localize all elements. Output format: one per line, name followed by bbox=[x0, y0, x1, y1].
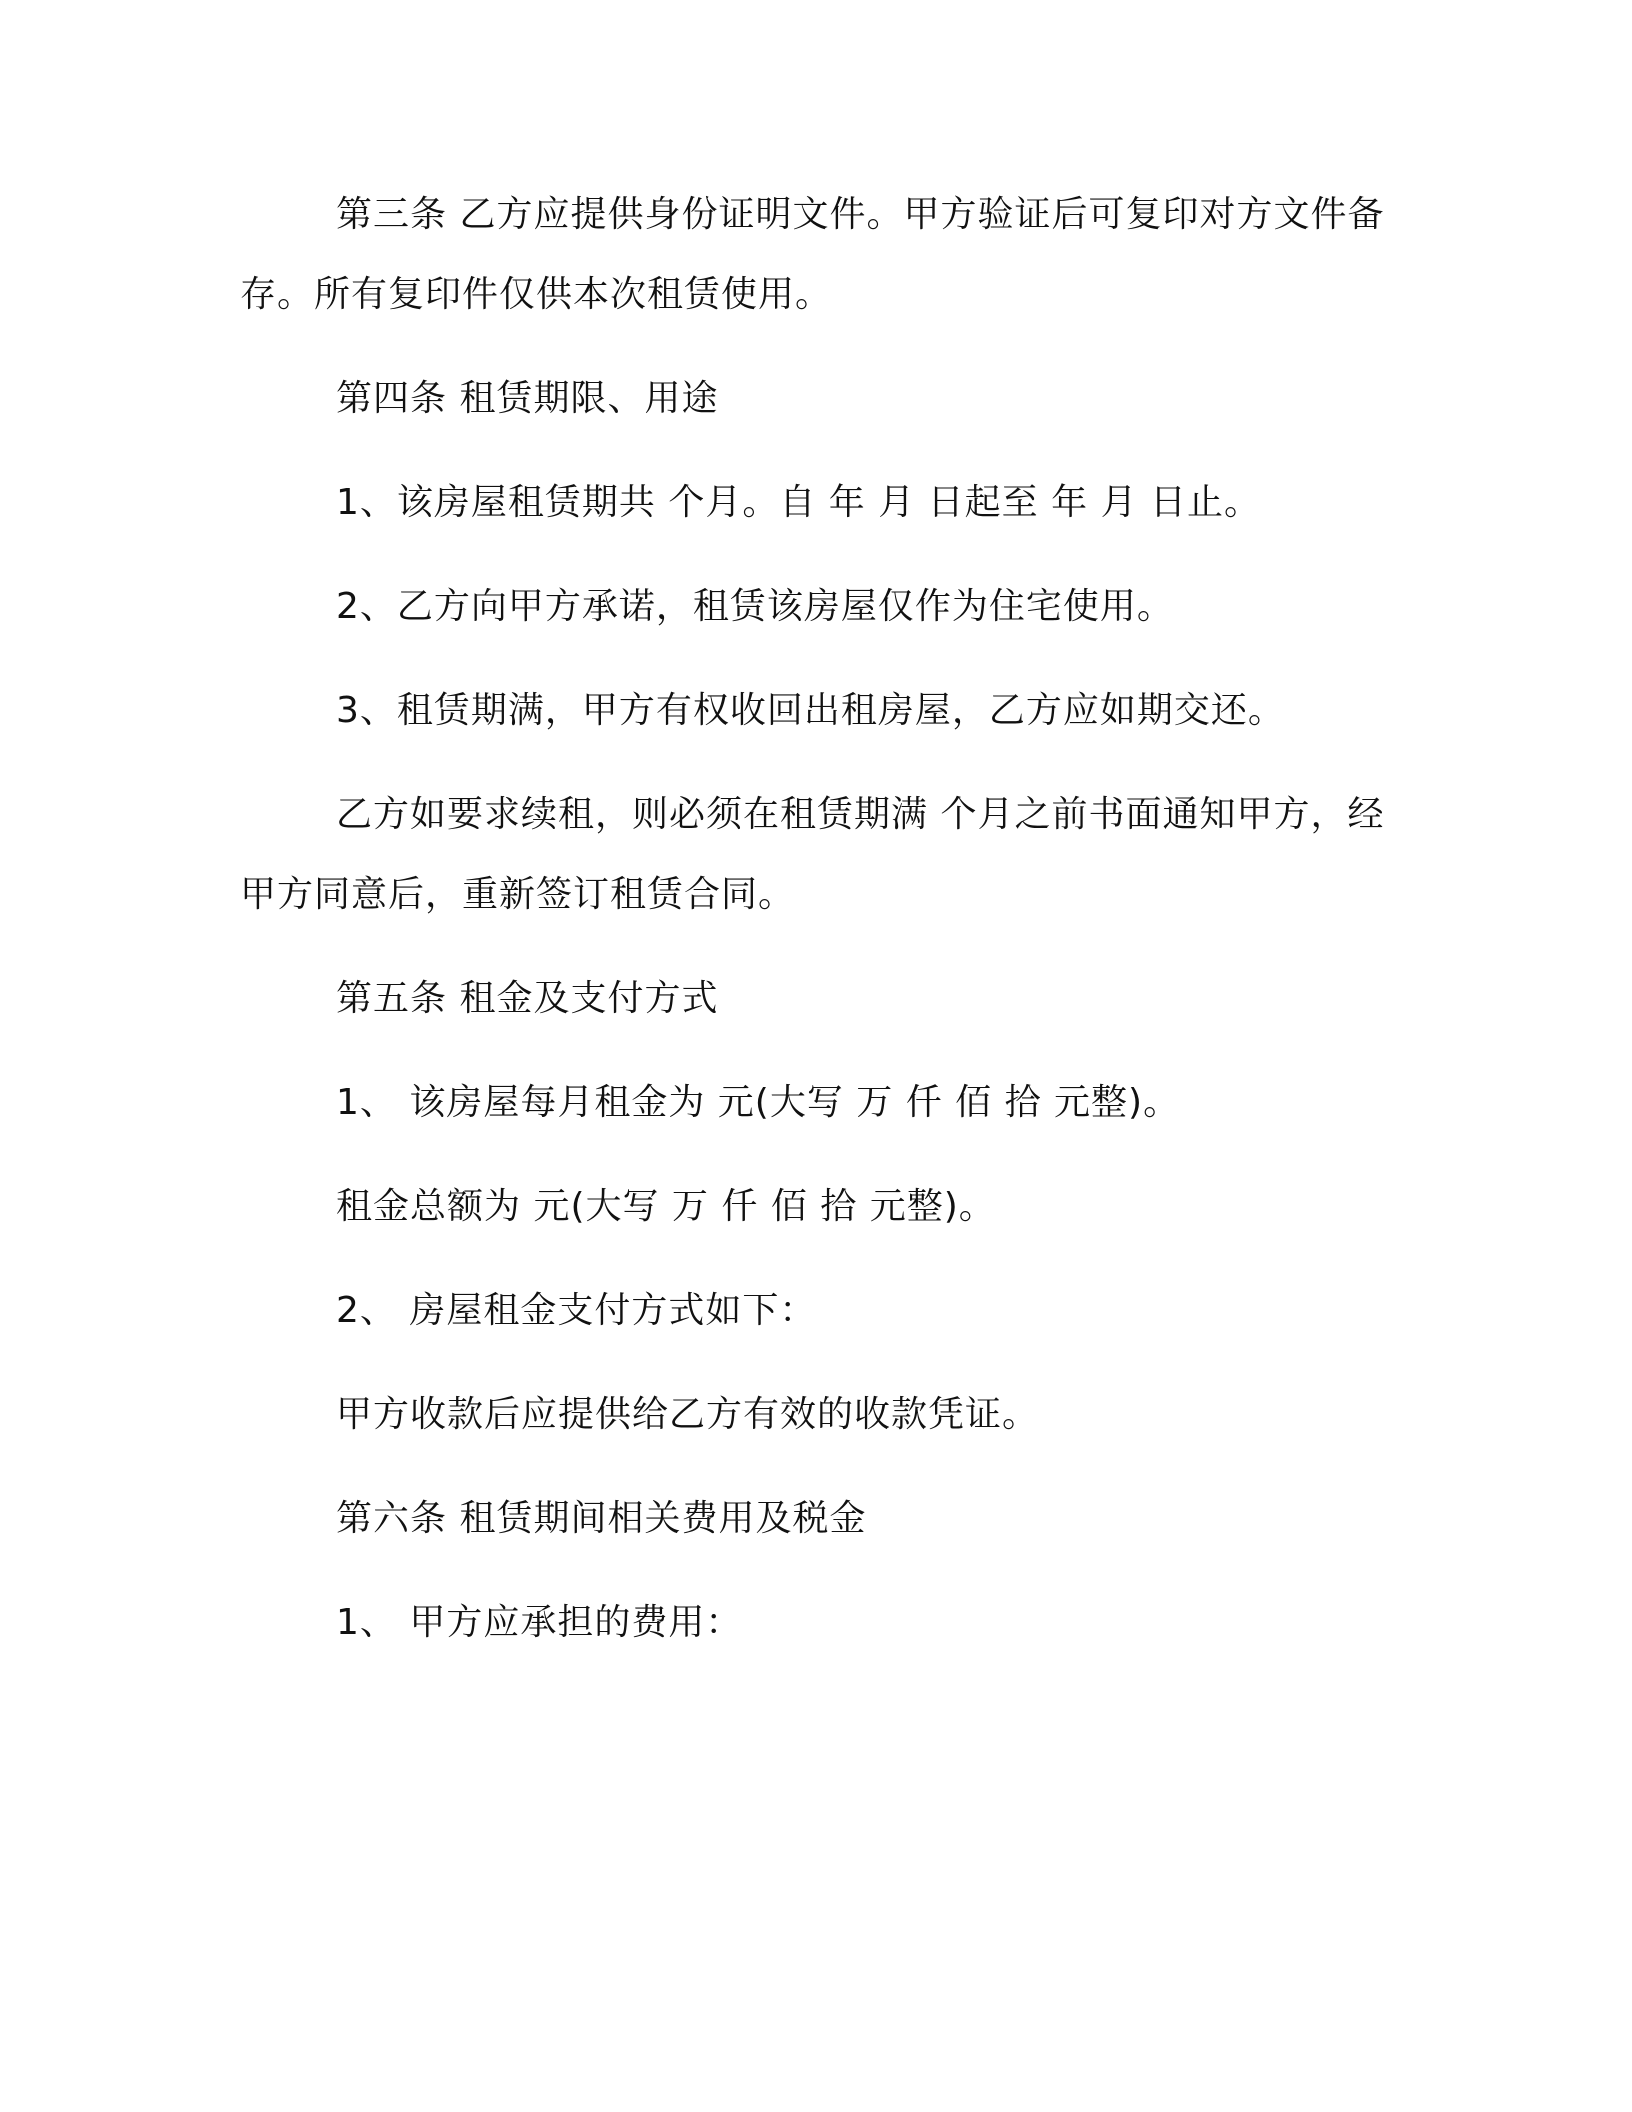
clause-5-heading: 第五条 租金及支付方式 bbox=[336, 978, 719, 1019]
clause-3-paragraph: 第三条 乙方应提供身份证明文件。甲方验证后可复印对方文件备存。所有复印件仅供本次租赁使用。 bbox=[240, 194, 1385, 315]
clause-6-item-1: 1、 甲方应承担的费用： bbox=[336, 1602, 743, 1643]
clause-4-heading: 第四条 租赁期限、用途 bbox=[336, 378, 719, 419]
document-body bbox=[240, 175, 1390, 1687]
clause-5-item-1: 1、 该房屋每月租金为 元(大写 万 仟 佰 拾 元整)。 bbox=[336, 1082, 1181, 1123]
clause-4-item-2: 2、乙方向甲方承诺，租赁该房屋仅作为住宅使用。 bbox=[336, 586, 1174, 627]
renewal-paragraph: 乙方如要求续租，则必须在租赁期满 个月之前书面通知甲方，经甲方同意后，重新签订租赁合同。 bbox=[240, 794, 1385, 915]
clause-6-heading: 第六条 租赁期间相关费用及税金 bbox=[336, 1498, 867, 1539]
clause-4-item-3: 3、租赁期满，甲方有权收回出租房屋，乙方应如期交还。 bbox=[336, 690, 1285, 731]
receipt-paragraph: 甲方收款后应提供给乙方有效的收款凭证。 bbox=[336, 1394, 1040, 1435]
rent-total-paragraph: 租金总额为 元(大写 万 仟 佰 拾 元整)。 bbox=[336, 1186, 996, 1227]
clause-5-item-2: 2、 房屋租金支付方式如下： bbox=[336, 1290, 817, 1331]
clause-4-item-1: 1、该房屋租赁期共 个月。自 年 月 日起至 年 月 日止。 bbox=[336, 482, 1262, 523]
